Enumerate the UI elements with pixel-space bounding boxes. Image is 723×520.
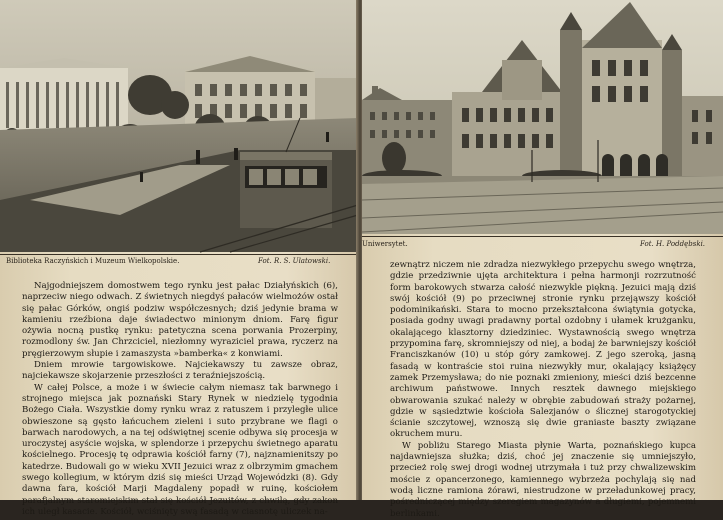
left-paragraph: Najgodniejszem domostwem tego rynku jest pałac Działyńskich (6), naprzeciw niego odwach. Z świetnych niegdyś pałaców wielmożów ostał się pałac Górków, ongiś podziw współczesnych; dziś jedynie brama w kamieniu rzeźbiona daje świadectwo minionym dniom. Farę figur ożywia nocną pustkę rynku: patetyczna scena porwania Prozerpiny, rozmodlony św. Jan Chrzciciel, niezłomny wyraziciel prawa, ryczerz na pręgierzowym słupie i zamaszysta »bamberka« z konwiami. xyxy=(22,281,338,359)
right-paragraph: W pobliżu Starego Miasta płynie Warta, poznańskiego kupca najdawniejsza służka; dziś, choć jej znaczenie się umniejszyło, przecież rolę swej drogi wodnej utrzymała i tuż przy chwalizewskim moście z opancerzonego, kamiennego wybrzeża pochylają się nad wodą liczne ramiona żórawi, niestrudzone w przeładunkowej pracy, pośredniczącej między szeregiem magazynów a długiemi, pojemnemi berlinkami. xyxy=(390,440,696,519)
left-photo-caption: Biblioteka Raczyńskich i Muzeum Wielkopolskie. xyxy=(6,257,180,265)
left-photo-credit: Fot. R. S. Ulatowski. xyxy=(258,257,331,265)
left-paragraph: W całej Polsce, a może i w świecie całym niemasz tak barwnego i strojnego miejsca jak poznański Stary Rynek w niedzielę tygodnia Bożego Ciała. Wszystkie domy rynku wraz z ratuszem i przyległe ulice obwieszone są gęsto łańcuchem zieleni i suto przybrane we flagi o barwach narodowych, a na tej odświętnej scenie odbywa się procesja w uroczystej asyście wojska, w splendorze i przepychu świetnego aparatu kościelnego. Procesję tę odprawia kościół farny (7), najznamienitszy po katedrze. Budowali go w wieku XVII Jezuici wraz z olbrzymim gmachem swego kollegium, w którym dziś się mieści Urząd Wojewódzki (8). Gdy dawna fara, kościół Marji Magdaleny popadł w ruinę, kościołem parafjalnym staromiejskim stał się kościół Jezuitów, z chwilą, gdy zakon ich uległ kasacie. Kościół, wciśnięty swą fasadą w ciasnotę uliczek na- xyxy=(22,382,338,517)
university-illustration xyxy=(362,0,723,234)
right-page-text xyxy=(390,260,696,520)
left-page xyxy=(0,0,358,517)
left-paragraph: Dniem mrowie targowiskowe. Najciekawszy tu zawsze obraz, najciekawsze skojarzenie przeszłości z teraźniejszością. xyxy=(22,360,338,382)
right-photo-caption: Uniwersytet. xyxy=(362,240,408,248)
library-museum-illustration xyxy=(0,0,358,252)
right-caption-rule xyxy=(362,236,723,237)
photo-university xyxy=(362,0,723,234)
right-paragraph: zewnątrz niczem nie zdradza niezwykłego przepychu swego wnętrza, gdzie przedziwnie ujęta architektura i pełna harmonji rozrzutność form barokowych stwarza całość niezwykle piękną. Jezuici mają dziś swój kościół (9) po przeciwnej stronie rynku przejąwszy kościół podominikański. Stara to mocno przekształcona świątynia gotycka, posiada godny uwagi pradawny portal ozdobny i ułamek krużganku, okalającego klasztorny dziedziniec. Wystawnością swego wnętrza przypomina farę, skromniejszy od niej, a bodaj że barwniejszy kościół Franciszkanów (10) u stóp góry zamkowej. Z jego szeroką, jasną fasadą w kontraście stoi ruina niezwykły mur, okalający książęcy zamek Przemysława; do nie poznaki zmieniony, mieści dziś bezcenne archiwum państwowe. Innych resztek dawnego miejskiego obwarowania szukać należy w obrębie zabudowań straży pożarnej, gdzie w sąsiedztwie kościoła Salezjanów o ślicznej starogotyckiej ścianie szczytowej, wznoszą się dwie graniaste baszty związane okruchem muru. xyxy=(390,260,696,440)
left-page-text xyxy=(22,281,338,518)
right-page xyxy=(362,0,723,519)
photo-library-museum xyxy=(0,0,358,252)
right-photo-credit: Fot. H. Poddębski. xyxy=(640,240,706,248)
left-caption-rule xyxy=(0,254,358,255)
